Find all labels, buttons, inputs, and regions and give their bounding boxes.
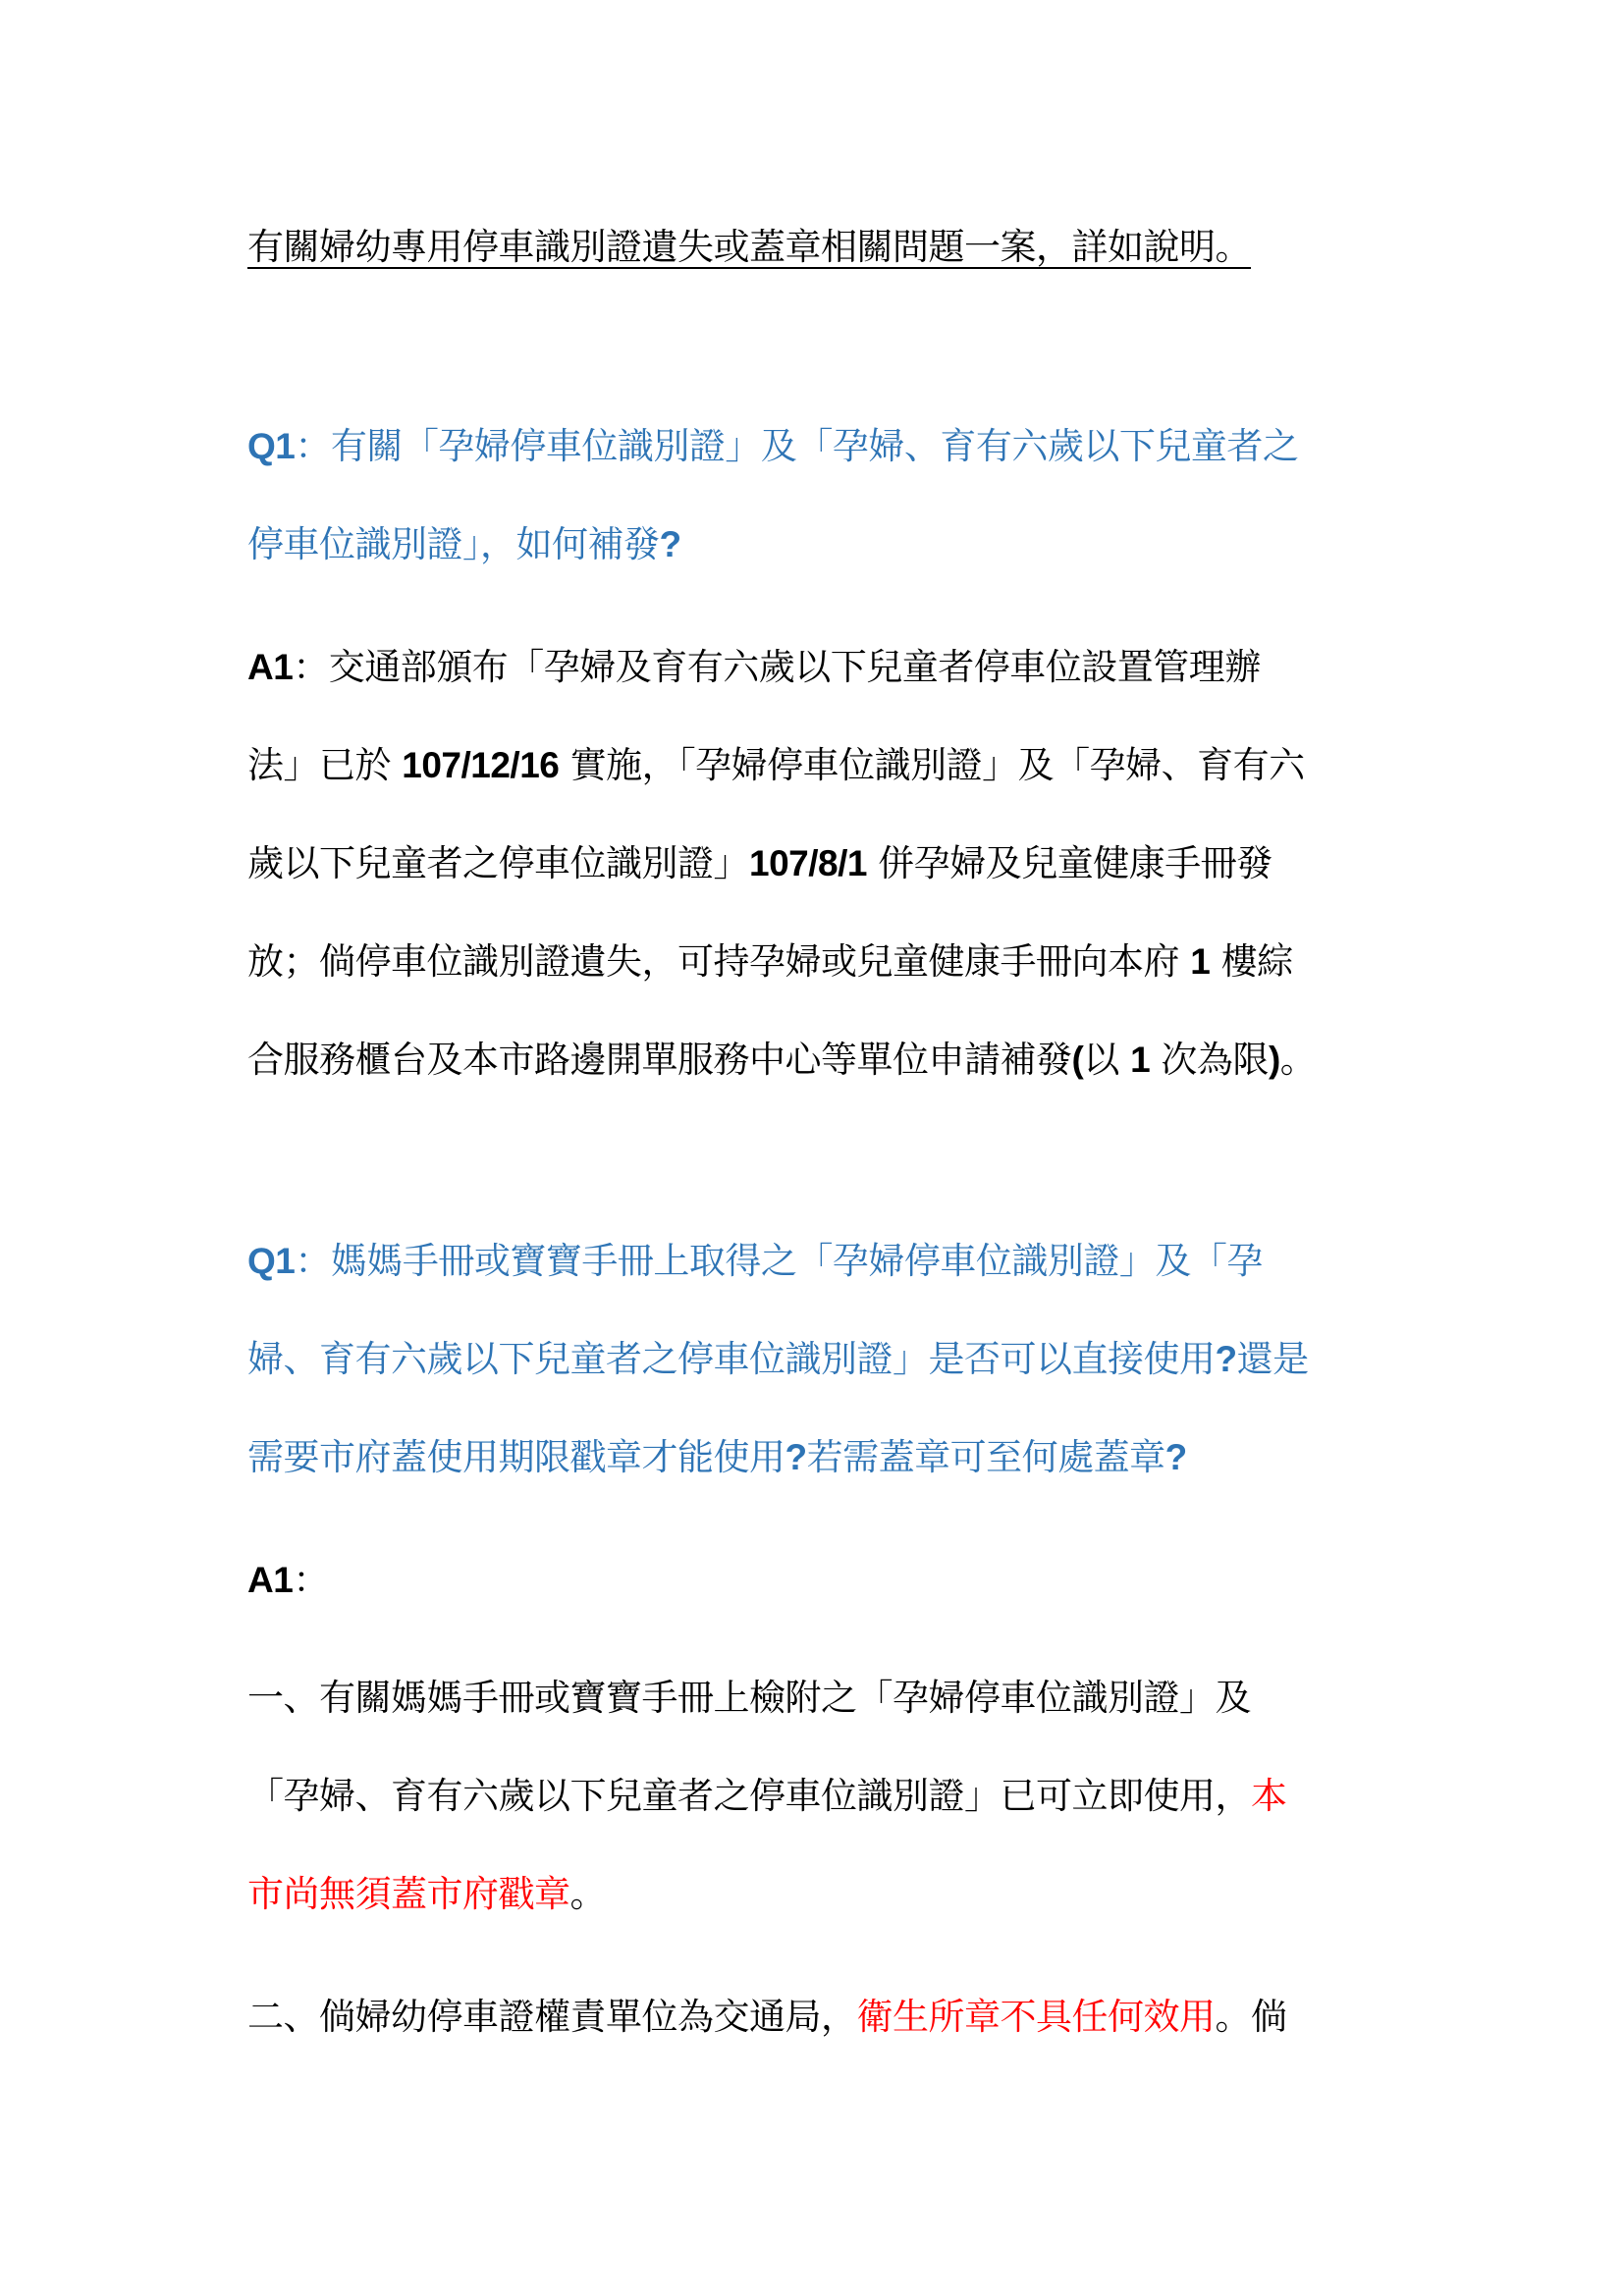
question-2-text-3b: 若需蓋章可至何處蓋章: [806, 1436, 1165, 1478]
question-1-mark: ?: [659, 524, 681, 564]
answer-1-text-2a: 法」已於: [247, 744, 403, 786]
answer-1-text-5b: 以: [1083, 1039, 1131, 1081]
answer-1-line-5: [247, 1036, 1316, 1085]
question-1-text-2: 停車位識別證」，如何補發: [247, 523, 660, 565]
answer-2-item-1-emphasis-2: 市尚無須蓋市府戳章: [247, 1873, 570, 1915]
answer-2-item-1-text-3: 。: [569, 1873, 606, 1915]
question-1-line-1: [247, 422, 1298, 471]
question-2-line-1: [247, 1237, 1263, 1286]
answer-1-paren-close: ): [1268, 1040, 1280, 1080]
answer-1-text-2b: 實施，「孕婦停車位識別證」及「孕婦、育有六: [559, 744, 1305, 786]
answer-1-date-2: 107/8/1: [749, 843, 867, 883]
question-2-line-2: [247, 1335, 1309, 1384]
answer-2-label: A1: [247, 1560, 294, 1600]
answer-1-text-5a: 合服務櫃台及本市路邊開單服務中心等單位申請補發: [247, 1039, 1072, 1081]
answer-2-item-1-text-2: 「孕婦、育有六歲以下兒童者之停車位識別證」已可立即使用，: [247, 1775, 1251, 1817]
answer-2-item-1-line-2: [247, 1772, 1287, 1821]
answer-1-text-3a: 歲以下兒童者之停車位識別證」: [247, 842, 749, 884]
answer-2-item-2-emphasis: 衛生所章不具任何效用: [856, 1996, 1216, 2038]
question-1-line-2: [247, 520, 681, 569]
answer-1-text-3b: 併孕婦及兒童健康手冊發: [866, 842, 1272, 884]
question-2-text-1: ：媽媽手冊或寶寶手冊上取得之「孕婦停車位識別證」及「孕: [295, 1240, 1263, 1282]
question-2-mark-2: ?: [785, 1437, 807, 1477]
answer-2-item-1-emphasis-1: 本: [1251, 1775, 1287, 1817]
answer-1-label: A1: [247, 647, 294, 687]
answer-1-date-1: 107/12/16: [402, 745, 560, 785]
answer-2-label-line: [247, 1556, 329, 1605]
answer-1-text-1: ：交通部頒布「孕婦及育有六歲以下兒童者停車位設置管理辦: [293, 646, 1261, 688]
answer-2-label-colon: ：: [293, 1559, 329, 1601]
answer-2-item-2-text-1: 二、倘婦幼停車證權責單位為交通局，: [247, 1996, 857, 2038]
question-2-line-3: [247, 1433, 1187, 1482]
question-2-label: Q1: [247, 1241, 296, 1281]
answer-1-paren-open: (: [1071, 1040, 1084, 1080]
answer-1-line-2: [247, 741, 1305, 790]
answer-1-text-5c: 次為限: [1150, 1039, 1269, 1081]
answer-1-text-4a: 放；倘停車位識別證遺失，可持孕婦或兒童健康手冊向本府: [247, 940, 1191, 983]
document-title: 有關婦幼專用停車識別證遺失或蓋章相關問題一案，詳如說明。: [247, 226, 1251, 268]
answer-2-item-1-line-1: 一、有關媽媽手冊或寶寶手冊上檢附之「孕婦停車位識別證」及: [247, 1677, 1251, 1719]
answer-1-text-5d: 。: [1279, 1039, 1317, 1081]
question-1-text-1: ：有關「孕婦停車位識別證」及「孕婦、育有六歲以下兒童者之: [295, 425, 1299, 467]
answer-1-line-4: [247, 937, 1293, 987]
answer-2-item-1-line-3: [247, 1870, 606, 1919]
question-1-label: Q1: [247, 426, 296, 466]
question-2-text-2a: 婦、育有六歲以下兒童者之停車位識別證」是否可以直接使用: [247, 1338, 1216, 1380]
answer-2-item-2-text-2: 。倘: [1215, 1996, 1287, 2038]
answer-1-line-3: [247, 839, 1272, 888]
answer-1-text-4b: 樓綜: [1210, 940, 1293, 983]
answer-1-floor-number: 1: [1190, 941, 1211, 982]
answer-1-limit-number: 1: [1130, 1040, 1151, 1080]
answer-1-line-1: [247, 643, 1261, 692]
question-2-mark-3: ?: [1164, 1437, 1187, 1477]
answer-2-item-2-line-1: [247, 1993, 1287, 2042]
question-2-mark-1: ?: [1215, 1339, 1237, 1379]
question-2-text-2b: 還是: [1236, 1338, 1309, 1380]
question-2-text-3a: 需要市府蓋使用期限戳章才能使用: [247, 1436, 785, 1478]
